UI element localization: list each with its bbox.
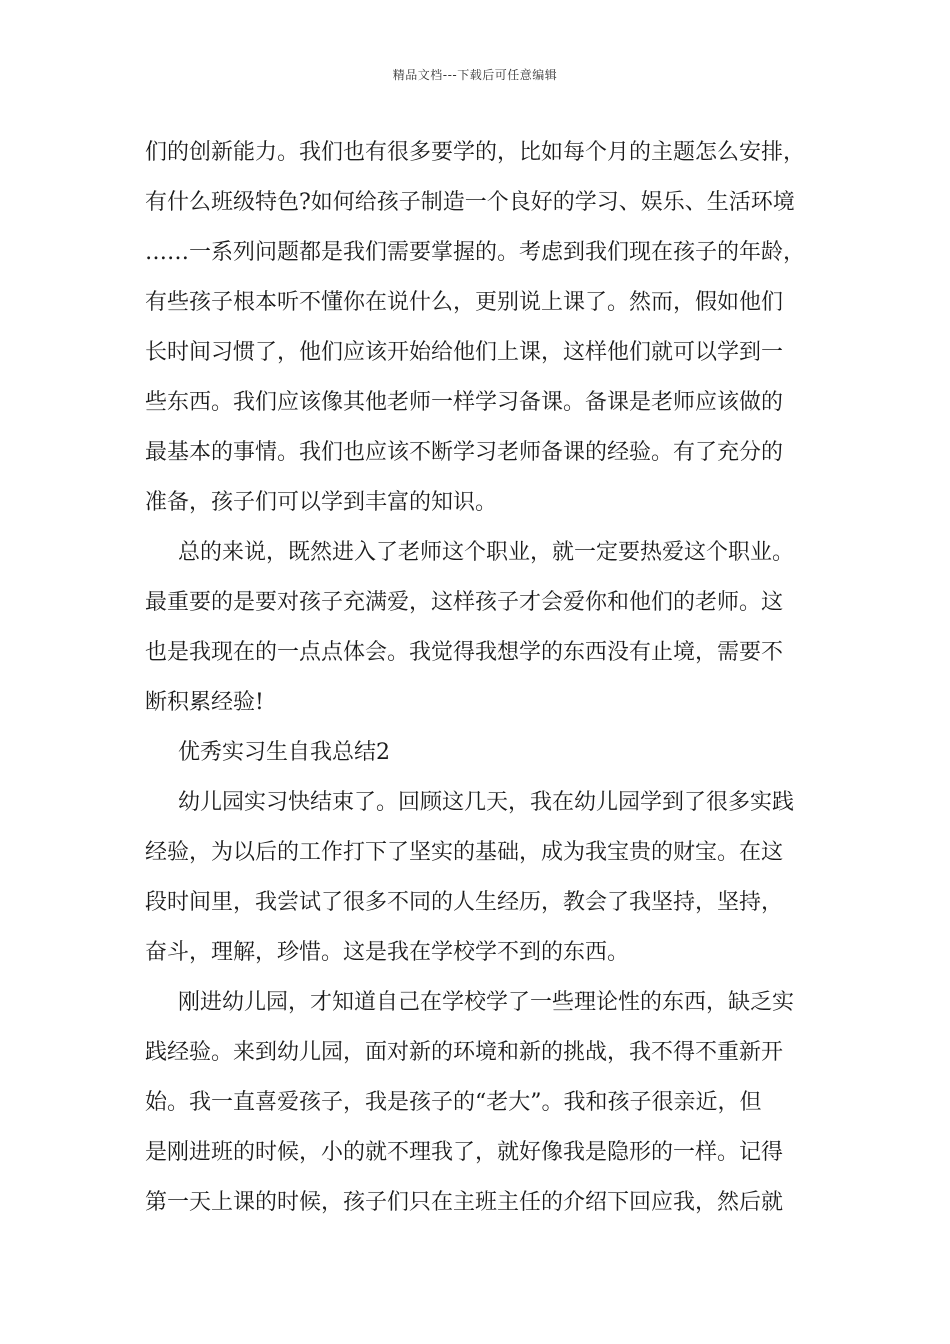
- text-line: 最基本的事情。我们也应该不断学习老师备课的经验。有了充分的: [145, 440, 784, 465]
- page-header: 精品文档---下载后可任意编辑: [392, 68, 558, 82]
- paragraph-start-line: 刚进幼儿园，才知道自己在学校学了一些理论性的东西，缺乏实: [178, 990, 795, 1015]
- text-line: 是刚进班的时候，小的就不理我了，就好像我是隐形的一样。记得: [145, 1140, 784, 1165]
- text-line: 有些孩子根本听不懂你在说什么，更别说上课了。然而，假如他们: [145, 290, 784, 315]
- text-line: 些东西。我们应该像其他老师一样学习备课。备课是老师应该做的: [145, 390, 784, 415]
- text-line: 们的创新能力。我们也有很多要学的，比如每个月的主题怎么安排，: [145, 140, 806, 165]
- text-line: ……一系列问题都是我们需要掌握的。考虑到我们现在孩子的年龄，: [145, 240, 806, 265]
- text-line: 断积累经验!: [145, 690, 264, 715]
- text-line: 也是我现在的一点点体会。我觉得我想学的东西没有止境，需要不: [145, 640, 784, 665]
- text-line: 践经验。来到幼儿园，面对新的环境和新的挑战，我不得不重新开: [145, 1040, 784, 1065]
- text-line: 奋斗，理解，珍惜。这是我在学校学不到的东西。: [145, 940, 630, 965]
- text-line: 准备，孩子们可以学到丰富的知识。: [145, 490, 498, 515]
- text-line: 经验，为以后的工作打下了坚实的基础，成为我宝贵的财宝。在这: [145, 840, 784, 865]
- text-line: 有什么班级特色?如何给孩子制造一个良好的学习、娱乐、生活环境: [145, 190, 795, 215]
- text-line: 始。我一直喜爱孩子，我是孩子的“老大”。我和孩子很亲近，但: [145, 1090, 762, 1115]
- section-heading: 优秀实习生自我总结2: [178, 740, 390, 765]
- text-line: 段时间里，我尝试了很多不同的人生经历，教会了我坚持，坚持，: [145, 890, 784, 915]
- paragraph-start-line: 总的来说，既然进入了老师这个职业，就一定要热爱这个职业。: [178, 540, 795, 565]
- text-line: 最重要的是要对孩子充满爱，这样孩子才会爱你和他们的老师。这: [145, 590, 784, 615]
- document-body: [145, 128, 825, 1228]
- text-line: 长时间习惯了，他们应该开始给他们上课，这样他们就可以学到一: [145, 340, 784, 365]
- text-line: 第一天上课的时候，孩子们只在主班主任的介绍下回应我，然后就: [145, 1190, 784, 1215]
- paragraph-start-line: 幼儿园实习快结束了。回顾这几天，我在幼儿园学到了很多实践: [178, 790, 795, 815]
